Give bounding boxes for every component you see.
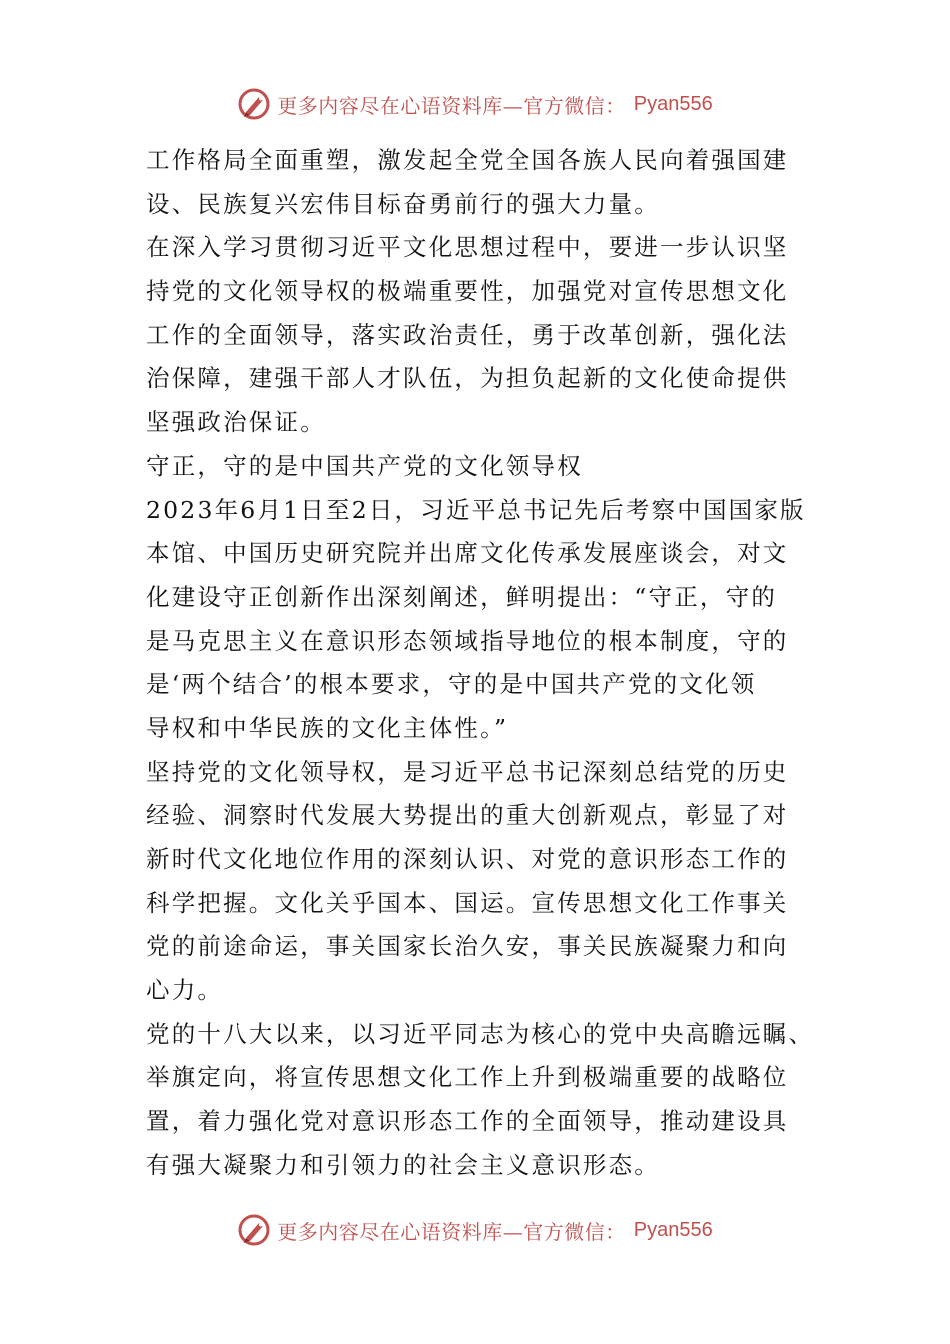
text-line: 2023年6月1日至2日，习近平总书记先后考察中国国家版 xyxy=(146,495,806,524)
text-line: 有强大凝聚力和引领力的社会主义意识形态。 xyxy=(146,1150,660,1179)
text-line: 导权和中华民族的文化主体性。” xyxy=(146,713,509,742)
text-line: 党的十八大以来，以习近平同志为核心的党中央高瞻远瞩、 xyxy=(146,1019,815,1048)
text-line: 治保障，建强干部人才队伍，为担负起新的文化使命提供 xyxy=(146,364,789,393)
footer-wechat-id: Pyan556 xyxy=(633,1218,713,1241)
text-line: 化建设守正创新作出深刻阐述，鲜明提出：“守正，守的 xyxy=(146,582,778,611)
text-line: 经验、洞察时代发展大势提出的重大创新观点，彰显了对 xyxy=(146,801,789,830)
text-line: 本馆、中国历史研究院并出席文化传承发展座谈会，对文 xyxy=(146,539,789,568)
text-line: 坚强政治保证。 xyxy=(146,408,326,437)
text-line: 举旗定向，将宣传思想文化工作上升到极端重要的战略位 xyxy=(146,1063,789,1092)
section-heading: 守正，守的是中国共产党的文化领导权 xyxy=(146,451,583,480)
text-line: 是‘两个结合’的根本要求，守的是中国共产党的文化领 xyxy=(146,670,757,699)
text-line: 置，着力强化党对意识形态工作的全面领导，推动建设具 xyxy=(146,1107,789,1136)
document-body xyxy=(146,139,815,1188)
text-line: 在深入学习贯彻习近平文化思想过程中，要进一步认识坚 xyxy=(146,233,789,262)
text-line: 新时代文化地位作用的深刻认识、对党的意识形态工作的 xyxy=(146,845,789,873)
text-line: 工作的全面领导，落实政治责任，勇于改革创新，强化法 xyxy=(146,320,789,349)
header-banner-text: 更多内容尽在心语资料库—官方微信： xyxy=(277,93,626,118)
text-line: 设、民族复兴宏伟目标奋勇前行的强大力量。 xyxy=(146,189,660,218)
footer-banner xyxy=(0,1210,950,1250)
header-wechat-id: Pyan556 xyxy=(633,92,713,115)
pen-logo-icon xyxy=(237,87,271,121)
text-line: 心力。 xyxy=(146,976,224,1005)
footer-banner-text: 更多内容尽在心语资料库—官方微信： xyxy=(277,1219,626,1244)
text-line: 坚持党的文化领导权，是习近平总书记深刻总结党的历史 xyxy=(146,757,789,786)
header-banner xyxy=(0,84,950,124)
text-line: 持党的文化领导权的极端重要性，加强党对宣传思想文化 xyxy=(146,277,789,306)
text-line: 党的前途命运，事关国家长治久安，事关民族凝聚力和向 xyxy=(146,932,789,961)
text-line: 是马克思主义在意识形态领域指导地位的根本制度，守的 xyxy=(146,626,789,655)
pen-logo-icon xyxy=(237,1213,271,1247)
text-line: 科学把握。文化关乎国本、国运。宣传思想文化工作事关 xyxy=(146,888,789,917)
text-line: 工作格局全面重塑，激发起全党全国各族人民向着强国建 xyxy=(146,146,789,174)
